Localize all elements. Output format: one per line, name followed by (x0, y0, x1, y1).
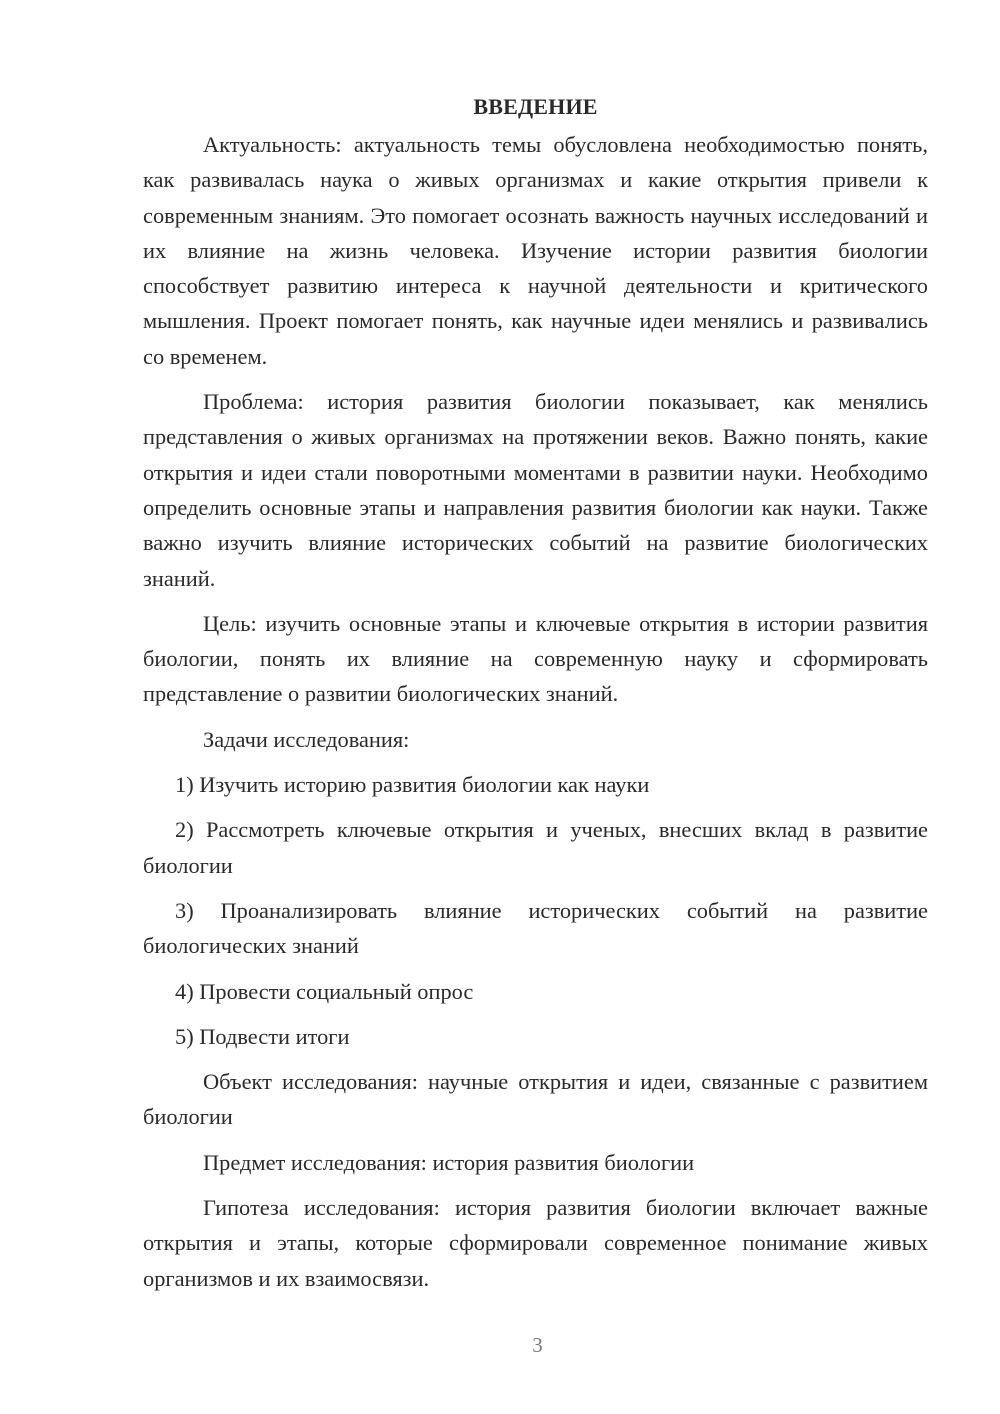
hypothesis-paragraph: Гипотеза исследования: история развития биологии включает важные открытия и этапы, которые сформировали современное понимание живых организмов и их взаимосвязи. (143, 1195, 928, 1291)
task-item-1: 1) Изучить историю развития биологии как науки (175, 772, 650, 798)
object-paragraph: Объект исследования: научные открытия и идеи, связанные с развитием биологии (143, 1069, 928, 1130)
goal-paragraph: Цель: изучить основные этапы и ключевые открытия в истории развития биологии, понять их влияние на современную науку и сформировать представление о развитии биологических знаний. (143, 610, 928, 707)
section-heading: ВВЕДЕНИЕ (473, 94, 598, 119)
document-page (143, 92, 928, 1306)
tasks-title: Задачи исследования: (203, 726, 410, 752)
problem-paragraph: Проблема: история развития биологии показывает, как менялись представления о живых организмах на протяжении веков. Важно понять, какие открытия и идеи стали поворотными моментами в развитии науки. Необходимо определить основные этапы и направления развития биологии как науки. Также важно изучить влияние исторических событий на развитие биологических знаний. (143, 389, 928, 591)
task-item-3: 3) Проанализировать влияние исторических событий на развитие биологических знаний (143, 897, 928, 959)
page-number: 3 (532, 1333, 543, 1357)
task-item-5: 5) Подвести итоги (175, 1023, 350, 1049)
relevance-paragraph: Актуальность: актуальность темы обусловлена необходимостью понять, как развивалась наука о живых организмах и какие открытия привели к современным знаниям. Это помогает осознать важность научных исследований и их влияние на жизнь человека. Изучение истории развития биологии способствует развитию интереса к научной деятельности и критического мышления. Проект помогает понять, как научные идеи менялись и развивались со временем. (143, 132, 928, 369)
task-item-4: 4) Провести социальный опрос (175, 978, 474, 1004)
task-item-2: 2) Рассмотреть ключевые открытия и ученых, внесших вклад в развитие биологии (143, 817, 928, 878)
subject-paragraph: Предмет исследования: история развития биологии (203, 1149, 695, 1175)
